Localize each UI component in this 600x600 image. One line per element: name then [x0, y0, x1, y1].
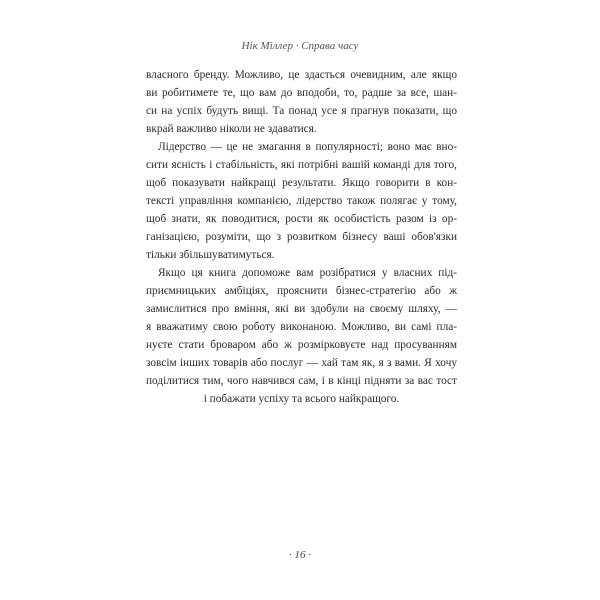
text-line: нуєте стати броваром або ж розмірковуєте над просуванням — [146, 339, 457, 351]
body-text — [146, 66, 457, 408]
page-number: · 16 · — [289, 549, 311, 561]
text-line: приємницьких амбіціях, прояснити бізнес-стратегію або ж — [146, 285, 457, 297]
running-header: Нік Міллер · Справа часу — [241, 40, 359, 52]
text-line: замислитися про вміння, які ви здобули на своєму шляху, — — [146, 303, 457, 315]
text-line: Лідерство — це не змагання в популярності; воно має вно- — [158, 141, 457, 153]
text-line: щоб знати, як поводитися, рости як особистість разом із ор- — [146, 213, 457, 225]
text-line: ганізацією, розуміти, що з розвитком бізнесу ваші обов'язки — [146, 231, 457, 243]
text-line: і побажати успіху та всього найкращого. — [203, 393, 400, 405]
text-line: тексті управління компанією, лідерство також полягає у тому, — [146, 195, 457, 207]
text-line: щоб показувати найкращі результати. Якщо говорити в кон- — [146, 177, 457, 189]
text-line: я вважатиму свою роботу виконаною. Можливо, ви самі пла- — [146, 321, 457, 333]
text-line: вкрай важливо ніколи не здаватися. — [146, 123, 317, 135]
text-line: си на успіх будуть вищі. Та понад усе я прагнув показати, що — [146, 105, 457, 117]
text-line: ви робитимете те, що вам до вподоби, то, радше за все, шан- — [146, 87, 457, 99]
text-line: Якщо ця книга допоможе вам розібратися у власних під- — [158, 267, 457, 279]
text-line: тільки збільшуватимуться. — [146, 249, 275, 261]
text-line: поділитися тим, чого навчився сам, і в кінці підняти за вас тост — [146, 375, 457, 387]
text-line: власного бренду. Можливо, це здасться очевидним, але якщо — [146, 69, 457, 81]
text-line: сити ясність і стабільність, які потрібні вашій команді для того, — [146, 159, 457, 171]
text-line: зовсім інших товарів або послуг — хай там як, я з вами. Я хочу — [146, 357, 457, 369]
